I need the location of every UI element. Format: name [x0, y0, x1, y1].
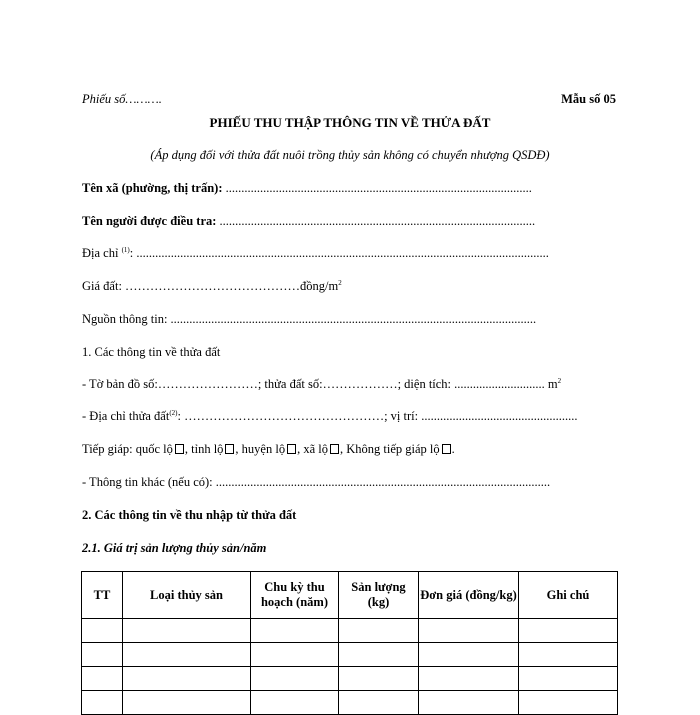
checkbox-icon[interactable] [330, 444, 339, 454]
section2-subheading: 2.1. Giá trị sản lượng thủy sản/năm [82, 541, 267, 555]
table-cell[interactable] [82, 619, 123, 643]
table-cell[interactable] [251, 643, 339, 667]
adjacency-label: Tiếp giáp: [82, 442, 136, 456]
table-cell[interactable] [339, 667, 419, 691]
map-sheet-field [82, 376, 616, 392]
form-number-label: Phiếu số………. [82, 92, 162, 106]
parcel-address-label: - Địa chỉ thửa đất [82, 409, 170, 423]
adjacency-option-provincial-road: tỉnh lộ , [191, 442, 242, 456]
info-source-field: Nguồn thông tin: ..................................................................................................................... [82, 312, 537, 326]
commune-label: Tên xã (phường, thị trấn): [82, 181, 223, 195]
area-unit-sup: 2 [557, 376, 562, 385]
address-field [82, 245, 616, 261]
respondent-dots: ..................................................................................................... [216, 214, 536, 228]
table-cell[interactable] [82, 643, 123, 667]
land-price-unit-sup: 2 [338, 278, 342, 287]
aquaculture-output-table [81, 571, 618, 715]
table-cell[interactable] [339, 643, 419, 667]
header-row [82, 91, 616, 107]
parcel-address-footnote-mark: (2) [169, 408, 178, 417]
parcel-address-field [82, 408, 616, 424]
table-cell[interactable] [419, 667, 519, 691]
table-row [82, 691, 618, 715]
table-row [82, 619, 618, 643]
adjacency-option-district-road: huyện lộ , [241, 442, 304, 456]
table-cell[interactable] [82, 691, 123, 715]
adjacency-option-commune-road: xã lộ , [303, 442, 347, 456]
commune-field [82, 180, 616, 196]
table-cell[interactable] [251, 691, 339, 715]
column-header-harvest-cycle: Chu kỳ thu hoạch (năm) [251, 572, 339, 619]
table-cell[interactable] [251, 667, 339, 691]
section1-heading: 1. Các thông tin về thửa đất [82, 345, 221, 359]
checkbox-icon[interactable] [442, 444, 451, 454]
table-cell[interactable] [419, 619, 519, 643]
table-cell[interactable] [82, 667, 123, 691]
document-title: PHIẾU THU THẬP THÔNG TIN VỀ THỬA ĐẤT [209, 115, 491, 130]
table-cell[interactable] [519, 691, 618, 715]
column-header-notes: Ghi chú [519, 572, 618, 619]
adjacency-option-national-road: quốc lộ , [135, 442, 192, 456]
table-cell[interactable] [519, 619, 618, 643]
checkbox-icon[interactable] [225, 444, 234, 454]
table-cell[interactable] [519, 643, 618, 667]
table-cell[interactable] [123, 619, 251, 643]
column-header-unit-price: Đơn giá (đồng/kg) [419, 572, 519, 619]
document-subtitle: (Áp dụng đối với thửa đất nuôi trồng thủy sản không có chuyển nhượng QSDĐ) [150, 148, 550, 162]
land-price-text: Giá đất: ……………………………………đồng/m [82, 279, 339, 293]
template-number-label: Mẫu số 05 [561, 92, 616, 106]
respondent-label: Tên người được điều tra: [82, 214, 217, 228]
table-cell[interactable] [419, 691, 519, 715]
address-dots: : .................................................................................................................................... [129, 246, 549, 260]
table-cell[interactable] [339, 691, 419, 715]
table-row [82, 667, 618, 691]
respondent-field [82, 213, 616, 229]
table-cell[interactable] [123, 691, 251, 715]
table-cell[interactable] [339, 619, 419, 643]
checkbox-icon[interactable] [287, 444, 296, 454]
table-cell[interactable] [419, 643, 519, 667]
commune-dots: .................................................................................................. [222, 181, 532, 195]
table-cell[interactable] [123, 643, 251, 667]
table-header-row [82, 572, 618, 619]
table-cell[interactable] [123, 667, 251, 691]
adjacency-field [82, 441, 616, 457]
table-cell[interactable] [519, 667, 618, 691]
column-header-yield: Sản lượng (kg) [339, 572, 419, 619]
map-sheet-text: - Tờ bản đồ số:……………………; thửa đất số:………………; diện tích: ............................. m [82, 377, 558, 391]
section2-heading: 2. Các thông tin về thu nhập từ thửa đất [82, 508, 297, 522]
address-label: Địa chỉ [82, 246, 122, 260]
checkbox-icon[interactable] [175, 444, 184, 454]
column-header-tt: TT [82, 572, 123, 619]
other-info-field: - Thông tin khác (nếu có): ........................................................................................................... [82, 475, 551, 489]
column-header-species: Loại thủy sản [123, 572, 251, 619]
parcel-address-dots: : …………………………………………; vị trí: .................................................. [177, 409, 578, 423]
address-footnote-mark: (1) [121, 245, 130, 254]
adjacency-option-none: Không tiếp giáp lộ . [346, 442, 455, 456]
table-cell[interactable] [251, 619, 339, 643]
table-row [82, 643, 618, 667]
land-price-field [82, 278, 616, 294]
